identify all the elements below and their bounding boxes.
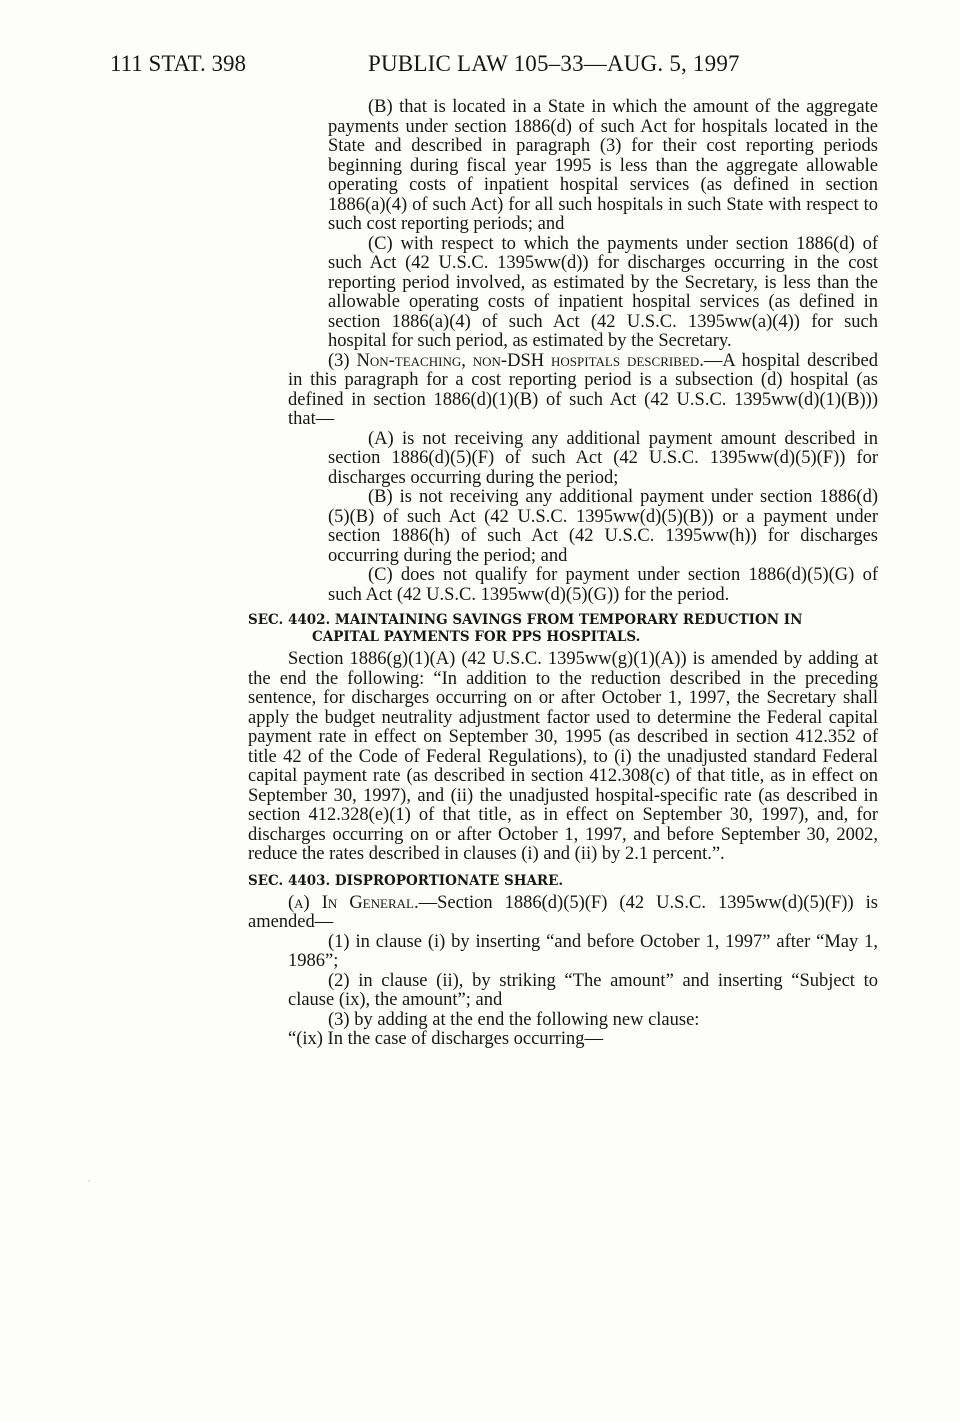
paragraph-3 xyxy=(288,352,878,430)
scan-artifact xyxy=(88,1180,90,1182)
clause-ix: “(ix) In the case of discharges occurring— xyxy=(288,1029,604,1049)
subparagraph-b: (B) is not receiving any additional payment under section 1886(d)(5)(B) of such Act (42 U.S.C. 1395ww(d)(5)(B)) or a payment under section 1886(h) of such Act (42 U.S.C. 1395ww(h)) for discharges occurring during the period; and xyxy=(328,487,878,566)
clause-c-paragraph: (C) with respect to which the payments under section 1886(d) of such Act (42 U.S.C. 1395ww(d)) for discharges occurring in the cost reporting period involved, as estimated by the Secretary, is less than the allowable operating costs of inpatient hospital services (as defined in section 1886(a)(4) of such Act (42 U.S.C. 1395ww(a)(4)) for such hospital for such period, as estimated by the Secretary. xyxy=(328,233,878,351)
subsection-a-label: (a) In General. xyxy=(288,892,419,913)
clause-1: (1) in clause (i) by inserting “and before October 1, 1997” after “May 1, 1986”; xyxy=(288,931,878,971)
clause-3: (3) by adding at the end the following new clause: xyxy=(328,1009,700,1030)
paragraph-3-heading: (3) Non-teaching, non-DSH hospitals described. xyxy=(328,350,704,371)
paragraph-3-body: —A hospital described in this paragraph for a cost reporting period is a subsection (d) hospital (as defined in section 1886(d)(1)(B) of such Act (42 U.S.C. 1395ww(d)(1)(B))) that— xyxy=(288,350,878,429)
statute-page-number: 111 STAT. 398 xyxy=(110,51,246,76)
subsection-a-body: —Section 1886(d)(5)(F) (42 U.S.C. 1395ww(d)(5)(F)) is amended— xyxy=(248,892,879,932)
section-4402-body: Section 1886(g)(1)(A) (42 U.S.C. 1395ww(g)(1)(A)) is amended by adding at the end the following: “In addition to the reduction described in the preceding sentence, for discharges occurring on or after October 1, 1997, the Secretary shall apply the budget neutrality adjustment factor used to determine the Federal capital payment rate in effect on September 30, 1995 (as described in section 412.352 of title 42 of the Code of Federal Regulations), to (i) the unadjusted standard Federal capital payment rate (as described in section 412.308(c) of that title, as in effect on September 30, 1997), and (ii) the unadjusted hospital-specific rate (as described in section 412.328(e)(1) of that title, as in effect on September 30, 1997), and, for discharges occurring on or after October 1, 1997, and before September 30, 2002, reduce the rates described in clauses (i) and (ii) by 2.1 percent.”. xyxy=(248,649,878,864)
clause-b-paragraph: (B) that is located in a State in which the amount of the aggregate payments under section 1886(d) of such Act for hospitals located in the State and described in paragraph (3) for their cost reporting periods beginning during fiscal year 1995 is less than the aggregate allowable operating costs of inpatient hospital services (as defined in section 1886(a)(4) of such Act) for all such hospitals in such State with respect to such cost reporting periods; and xyxy=(328,97,878,234)
public-law-title: PUBLIC LAW 105–33—AUG. 5, 1997 xyxy=(368,51,740,76)
section-4403-heading: SEC. 4403. DISPROPORTIONATE SHARE. xyxy=(248,872,564,889)
section-4402-heading-line2: CAPITAL PAYMENTS FOR PPS HOSPITALS. xyxy=(312,629,641,645)
subsection-a xyxy=(248,894,878,933)
clause-2: (2) in clause (ii), by striking “The amount” and inserting “Subject to clause (ix), the amount”; and xyxy=(288,970,878,1010)
section-4402-heading xyxy=(248,612,878,646)
subparagraph-c: (C) does not qualify for payment under section 1886(d)(5)(G) of such Act (42 U.S.C. 1395ww(d)(5)(G)) for the period. xyxy=(328,565,878,605)
document-body xyxy=(248,98,878,1050)
subparagraph-a: (A) is not receiving any additional payment amount described in section 1886(d)(5)(F) of such Act (42 U.S.C. 1395ww(d)(5)(F)) for discharges occurring during the period; xyxy=(328,428,878,488)
section-4402-heading-line1: SEC. 4402. MAINTAINING SAVINGS FROM TEMPORARY REDUCTION IN xyxy=(248,612,803,628)
